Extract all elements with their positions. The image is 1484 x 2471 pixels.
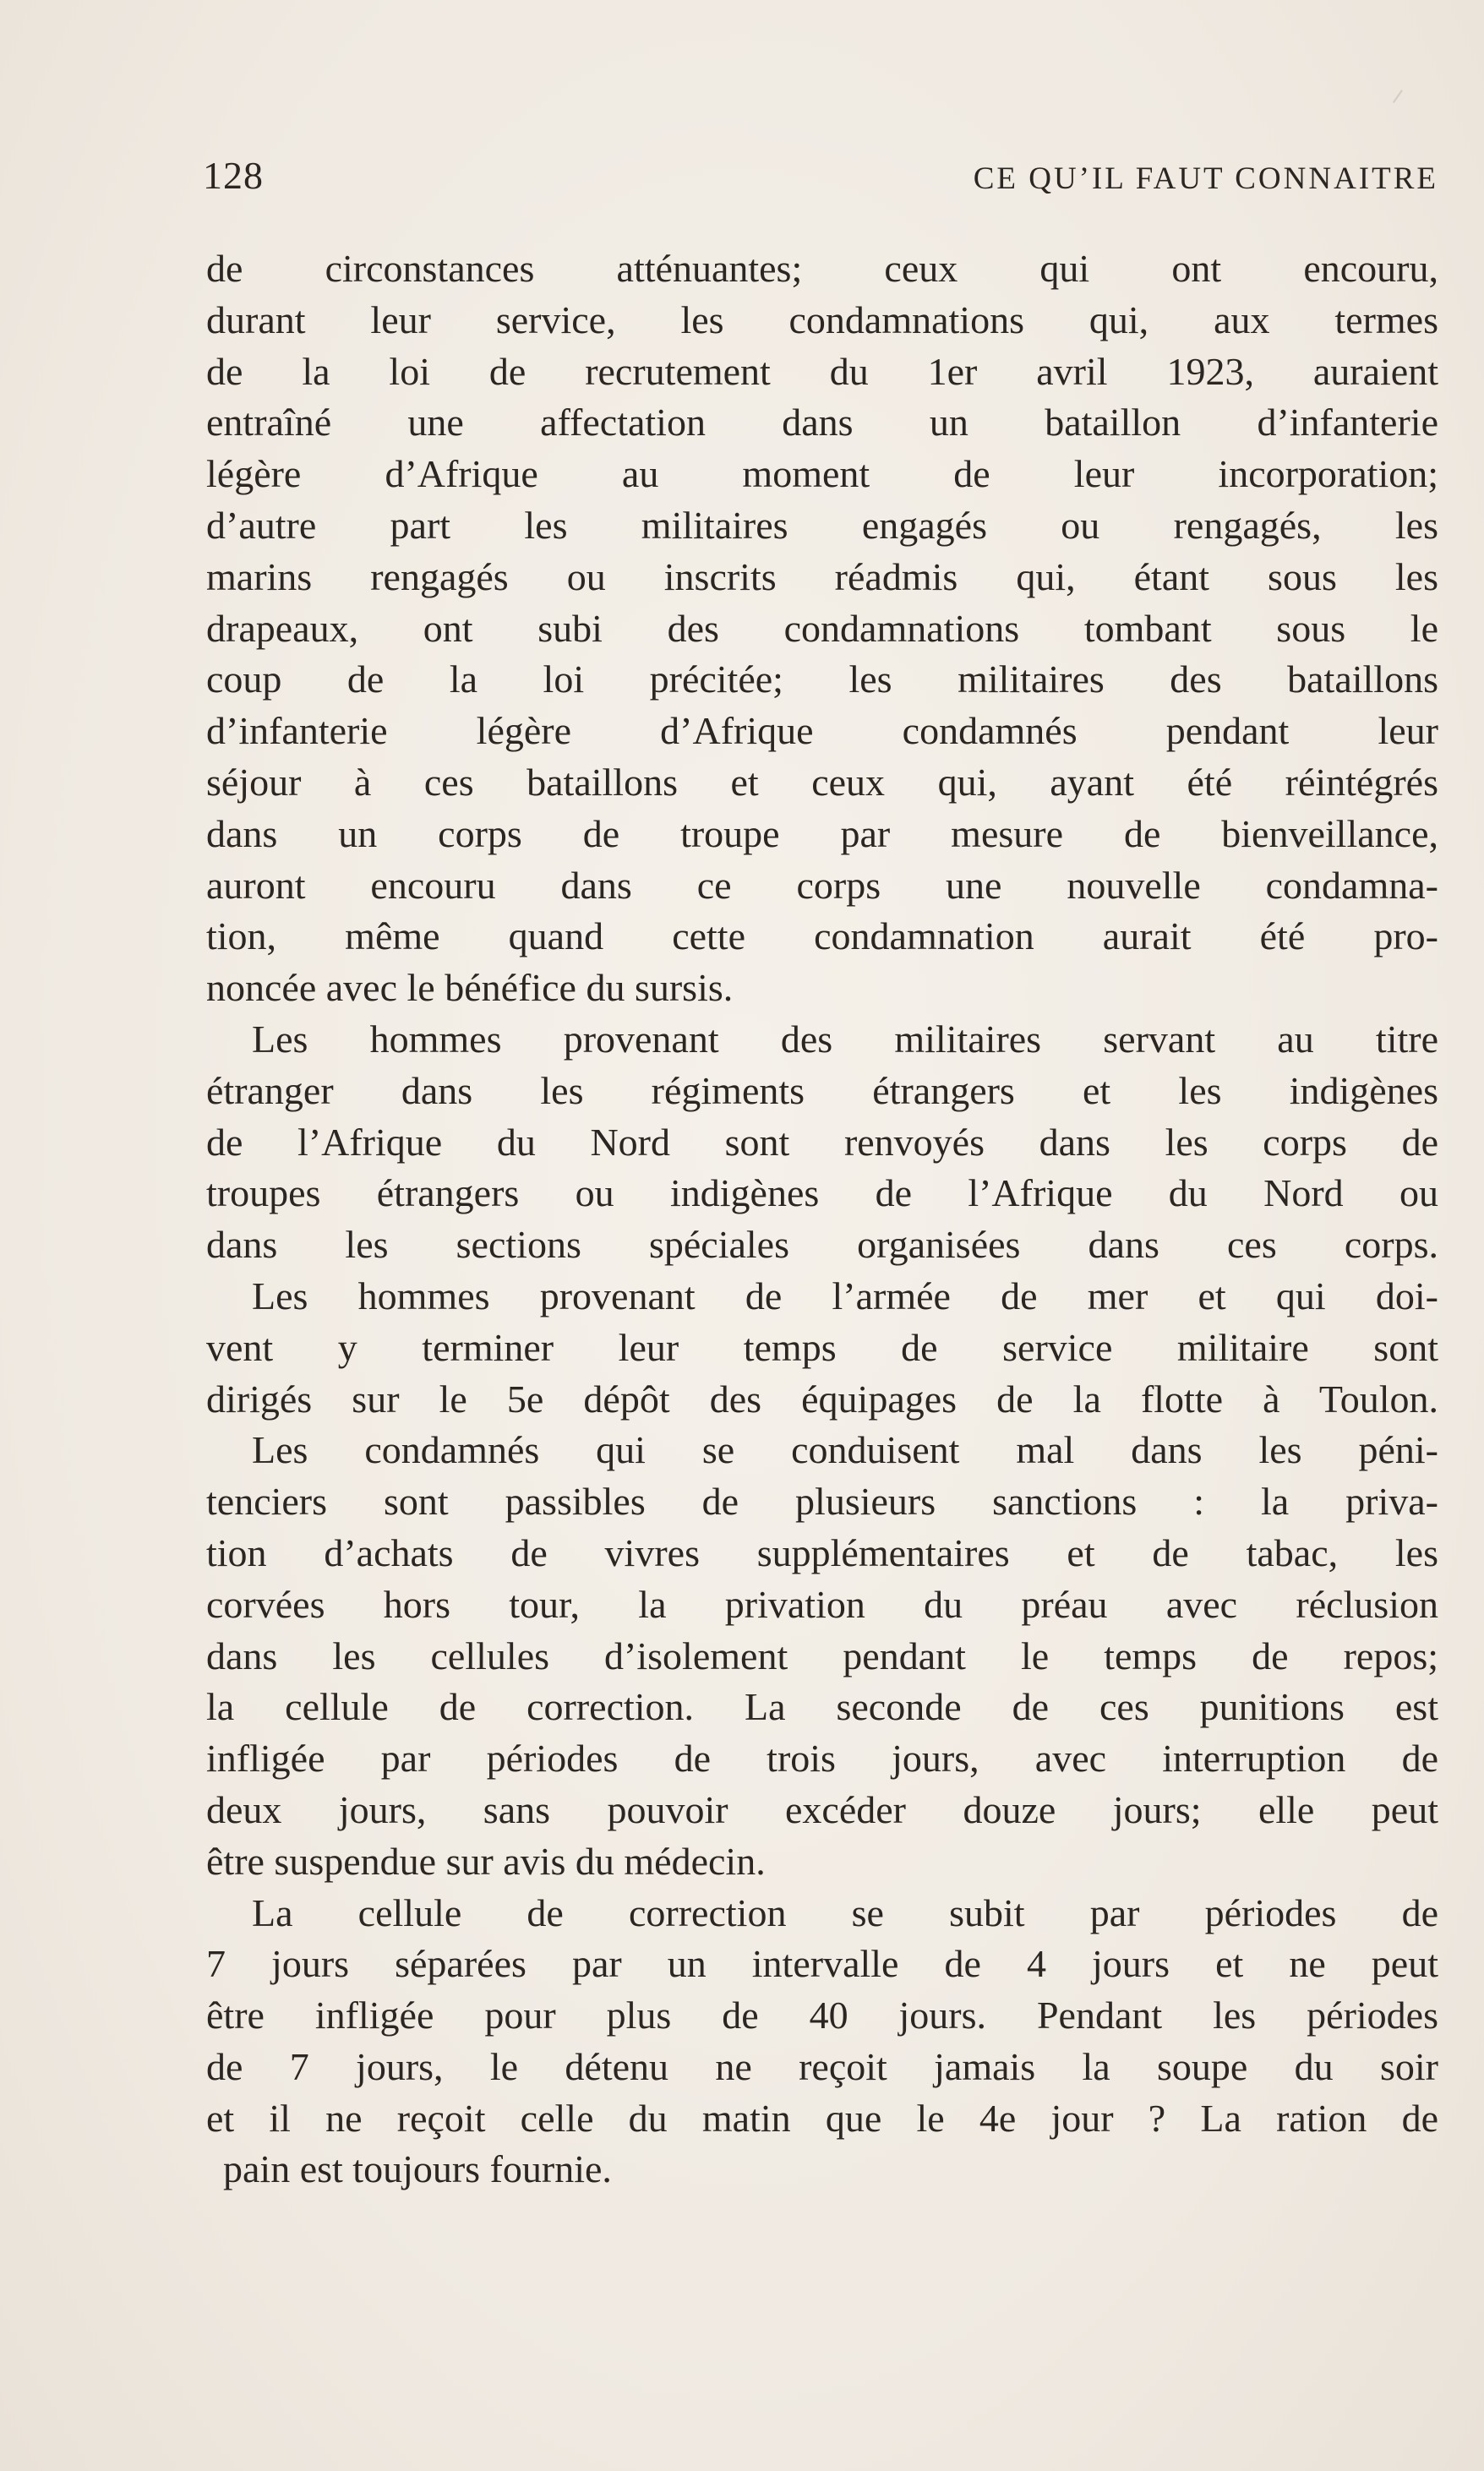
text-line: dans un corps de troupe par mesure de bienveillance, — [206, 811, 1438, 855]
text-line: infligée par périodes de trois jours, avec interruption de — [206, 1737, 1438, 1781]
running-head — [203, 150, 1438, 201]
text-line: troupes étrangers ou indigènes de l’Afrique du Nord ou — [206, 1171, 1438, 1215]
text-line: la cellule de correction. La seconde de ces punitions est — [206, 1685, 1438, 1729]
text-line: être infligée pour plus de 40 jours. Pendant les périodes — [206, 1994, 1438, 2037]
page-number: 128 — [203, 154, 264, 197]
paragraph-start-line: La cellule de correction se subit par périodes de — [252, 1890, 1438, 1934]
text-line: marins rengagés ou inscrits réadmis qui, étant sous les — [206, 554, 1438, 598]
text-line: d’infanterie légère d’Afrique condamnés pendant leur — [206, 709, 1438, 753]
paragraph-start-line: Les hommes provenant de l’armée de mer et qui doi- — [252, 1274, 1438, 1317]
text-line: tion, même quand cette condamnation aurait été pro- — [206, 914, 1438, 958]
text-line: coup de la loi précitée; les militaires des bataillons — [206, 657, 1438, 701]
text-line: 7 jours séparées par un intervalle de 4 jours et ne peut — [206, 1942, 1438, 1986]
text-line: de la loi de recrutement du 1er avril 1923, auraient — [206, 349, 1438, 393]
text-line: séjour à ces bataillons et ceux qui, ayant été réintégrés — [206, 760, 1438, 804]
text-line: dans les sections spéciales organisées dans ces corps. — [206, 1223, 1438, 1267]
text-line: deux jours, sans pouvoir excéder douze jours; elle peut — [206, 1787, 1438, 1831]
text-line: auront encouru dans ce corps une nouvelle condamna- — [206, 863, 1438, 907]
text-line: de circonstances atténuantes; ceux qui ont encouru, — [206, 247, 1438, 290]
text-line: tenciers sont passibles de plusieurs sanctions : la priva- — [206, 1480, 1438, 1524]
text-line: de 7 jours, le détenu ne reçoit jamais la soupe du soir — [206, 2044, 1438, 2088]
corner-mark — [1393, 90, 1410, 108]
paragraph-end-line: être suspendue sur avis du médecin. — [206, 1839, 766, 1883]
paragraph-start-line: Les condamnés qui se conduisent mal dans les péni- — [252, 1428, 1438, 1472]
text-line: de l’Afrique du Nord sont renvoyés dans les corps de — [206, 1120, 1438, 1164]
text-line: légère d’Afrique au moment de leur incorporation; — [206, 452, 1438, 496]
text-line: tion d’achats de vivres supplémentaires et de tabac, les — [206, 1530, 1438, 1574]
text-line: étranger dans les régiments étrangers et les indigènes — [206, 1068, 1438, 1112]
text-line: dirigés sur le 5e dépôt des équipages de la flotte à Toulon. — [206, 1377, 1438, 1421]
header-title: CE QU’IL FAUT CONNAITRE — [973, 161, 1438, 196]
text-line: corvées hors tour, la privation du préau avec réclusion — [206, 1582, 1438, 1626]
paragraph-end-line: pain est toujours fournie. — [223, 2147, 612, 2191]
text-line: et il ne reçoit celle du matin que le 4e jour ? La ration de — [206, 2096, 1438, 2140]
body-text — [206, 243, 1438, 2196]
text-line: d’autre part les militaires engagés ou rengagés, les — [206, 503, 1438, 547]
text-line: dans les cellules d’isolement pendant le temps de repos; — [206, 1634, 1438, 1677]
paragraph-start-line: Les hommes provenant des militaires servant au titre — [252, 1017, 1438, 1061]
text-line: durant leur service, les condamnations qui, aux termes — [206, 297, 1438, 341]
text-line: entraîné une affectation dans un bataillon d’infanterie — [206, 401, 1438, 445]
paragraph-end-line: noncée avec le bénéfice du sursis. — [206, 966, 734, 1010]
text-line: drapeaux, ont subi des condamnations tombant sous le — [206, 606, 1438, 650]
text-line: vent y terminer leur temps de service militaire sont — [206, 1325, 1438, 1369]
